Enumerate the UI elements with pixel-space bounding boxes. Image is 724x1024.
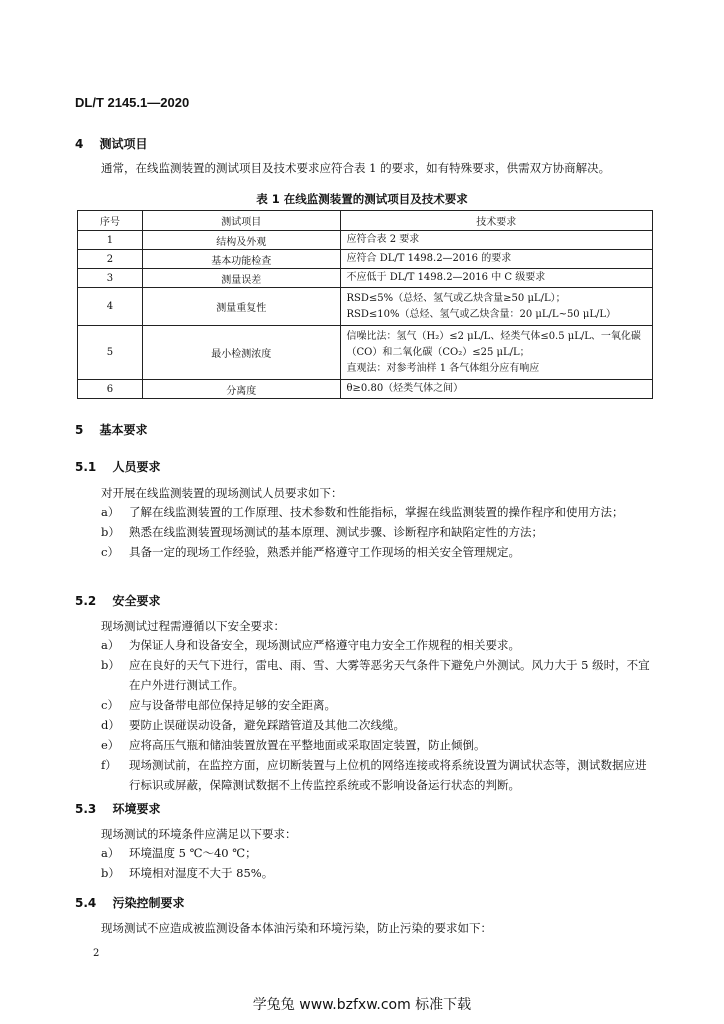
- table-row: [78, 250, 653, 269]
- list-marker: a）: [101, 846, 120, 860]
- requirement: [340, 288, 652, 326]
- list-item: [101, 655, 651, 695]
- list-marker: b）: [101, 658, 120, 672]
- list-text: 具备一定的现场工作经验，熟悉并能严格遵守工作现场的相关安全管理规定。: [129, 545, 520, 559]
- standard-number: DL/T 2145.1—2020: [75, 95, 190, 110]
- test-item: 分离度: [142, 380, 340, 399]
- list-marker: c）: [101, 698, 119, 712]
- row-number: 4: [78, 288, 143, 326]
- row-number: 5: [78, 326, 143, 380]
- subsection-title: 环境要求: [112, 802, 161, 816]
- list-marker: f）: [101, 758, 117, 772]
- list-item: [101, 755, 651, 795]
- list-marker: b）: [101, 866, 120, 880]
- personnel-requirements-list: [101, 502, 651, 562]
- requirement: [340, 326, 652, 380]
- test-item: 结构及外观: [142, 231, 340, 250]
- subsection-title: 人员要求: [112, 460, 161, 474]
- test-item: 测量重复性: [142, 288, 340, 326]
- watermark-footer: 学兔兔 www.bzfxw.com 标准下载: [252, 997, 472, 1013]
- list-item: [101, 843, 651, 863]
- row-number: 6: [78, 380, 143, 399]
- section-5-heading: [75, 421, 148, 438]
- table-header-cell: 序号: [78, 211, 143, 231]
- section-title: 基本要求: [99, 423, 148, 437]
- list-text: 应在良好的天气下进行，雷电、雨、雪、大雾等恶劣天气条件下避免户外测试。风力大于 5 级时，不宜在户外进行测试工作。: [129, 658, 650, 692]
- list-item: [101, 695, 651, 715]
- subsection-title: 污染控制要求: [112, 896, 185, 910]
- requirement-line: 直观法：对参考油样 1 各气体组分应有响应: [346, 362, 540, 374]
- environment-requirements-list: [101, 843, 651, 883]
- page-number: 2: [93, 948, 100, 959]
- list-item: [101, 635, 651, 655]
- subsection-5-2-heading: [75, 592, 160, 609]
- list-text: 现场测试前，在监控方面，应切断装置与上位机的网络连接或将系统设置为调试状态等，测试数据应进行标识或屏蔽，保障测试数据不上传监控系统或不影响设备运行状态的判断。: [129, 758, 647, 792]
- subsection-number: 5.1: [75, 460, 97, 474]
- safety-requirements-list: [101, 635, 651, 795]
- section-title: 测试项目: [99, 137, 148, 151]
- list-item: [101, 735, 651, 755]
- table-caption: 表 1 在线监测装置的测试项目及技术要求: [256, 192, 468, 206]
- subsection-number: 5.3: [75, 802, 97, 816]
- test-item: 基本功能检查: [142, 250, 340, 269]
- test-item: 测量误差: [142, 269, 340, 288]
- row-number: 1: [78, 231, 143, 250]
- list-item: [101, 502, 651, 522]
- requirement: 不应低于 DL/T 1498.2—2016 中 C 级要求: [340, 269, 652, 288]
- table-row: [78, 231, 653, 250]
- requirement: 应符合表 2 要求: [340, 231, 652, 250]
- list-marker: a）: [101, 638, 120, 652]
- subsection-intro: 现场测试的环境条件应满足以下要求：: [101, 827, 297, 841]
- requirement-line: RSD≤10%（总烃、氢气或乙炔含量：20 μL/L~50 μL/L）: [346, 308, 617, 320]
- subsection-intro: 对开展在线监测装置的现场测试人员要求如下：: [101, 486, 343, 500]
- list-text: 要防止误碰误动设备，避免踩踏管道及其他二次线缆。: [129, 718, 405, 732]
- subsection-5-1-heading: [75, 458, 160, 475]
- list-marker: d）: [101, 718, 120, 732]
- list-marker: e）: [101, 738, 120, 752]
- requirement: θ≥0.80（烃类气体之间）: [340, 380, 652, 399]
- list-item: [101, 542, 651, 562]
- list-item: [101, 715, 651, 735]
- table-row: [78, 269, 653, 288]
- table-header-cell: 测试项目: [142, 211, 340, 231]
- table-row: [78, 288, 653, 326]
- requirement: 应符合 DL/T 1498.2—2016 的要求: [340, 250, 652, 269]
- section-number: 5: [75, 423, 84, 437]
- test-item: 最小检测浓度: [142, 326, 340, 380]
- row-number: 3: [78, 269, 143, 288]
- list-item: [101, 863, 651, 883]
- list-marker: c）: [101, 545, 119, 559]
- table-row: [78, 326, 653, 380]
- list-text: 环境相对湿度不大于 85%。: [129, 866, 274, 880]
- list-text: 熟悉在线监测装置现场测试的基本原理、测试步骤、诊断程序和缺陷定性的方法；: [129, 525, 543, 539]
- section-4-heading: [75, 135, 148, 152]
- list-marker: b）: [101, 525, 120, 539]
- subsection-number: 5.4: [75, 896, 97, 910]
- subsection-5-3-heading: [75, 800, 160, 817]
- list-text: 应与设备带电部位保持足够的安全距离。: [129, 698, 336, 712]
- table-header-row: [78, 211, 653, 231]
- table-header-cell: 技术要求: [340, 211, 652, 231]
- section-4-paragraph: 通常，在线监测装置的测试项目及技术要求应符合表 1 的要求，如有特殊要求，供需双方协商解决。: [101, 161, 611, 175]
- list-text: 为保证人身和设备安全，现场测试应严格遵守电力安全工作规程的相关要求。: [129, 638, 520, 652]
- subsection-number: 5.2: [75, 594, 97, 608]
- subsection-title: 安全要求: [112, 594, 161, 608]
- requirement-line: RSD≤5%（总烃、氢气或乙炔含量≥50 μL/L）；: [346, 292, 566, 304]
- requirement-line: 信噪比法：氢气（H₂）≤2 μL/L、烃类气体≤0.5 μL/L、一氧化碳（CO）和二氧化碳（CO₂）≤25 μL/L；: [346, 330, 641, 358]
- row-number: 2: [78, 250, 143, 269]
- list-text: 应将高压气瓶和储油装置放置在平整地面或采取固定装置，防止倾倒。: [129, 738, 486, 752]
- table-row: [78, 380, 653, 399]
- list-marker: a）: [101, 505, 120, 519]
- requirements-table: [77, 210, 653, 399]
- list-item: [101, 522, 651, 542]
- subsection-5-4-heading: [75, 894, 184, 911]
- list-text: 环境温度 5 ℃～40 ℃；: [129, 846, 257, 860]
- subsection-intro: 现场测试不应造成被监测设备本体油污染和环境污染，防止污染的要求如下：: [101, 921, 492, 935]
- section-number: 4: [75, 137, 84, 151]
- subsection-intro: 现场测试过程需遵循以下安全要求：: [101, 619, 285, 633]
- list-text: 了解在线监测装置的工作原理、技术参数和性能指标，掌握在线监测装置的操作程序和使用方法；: [129, 505, 624, 519]
